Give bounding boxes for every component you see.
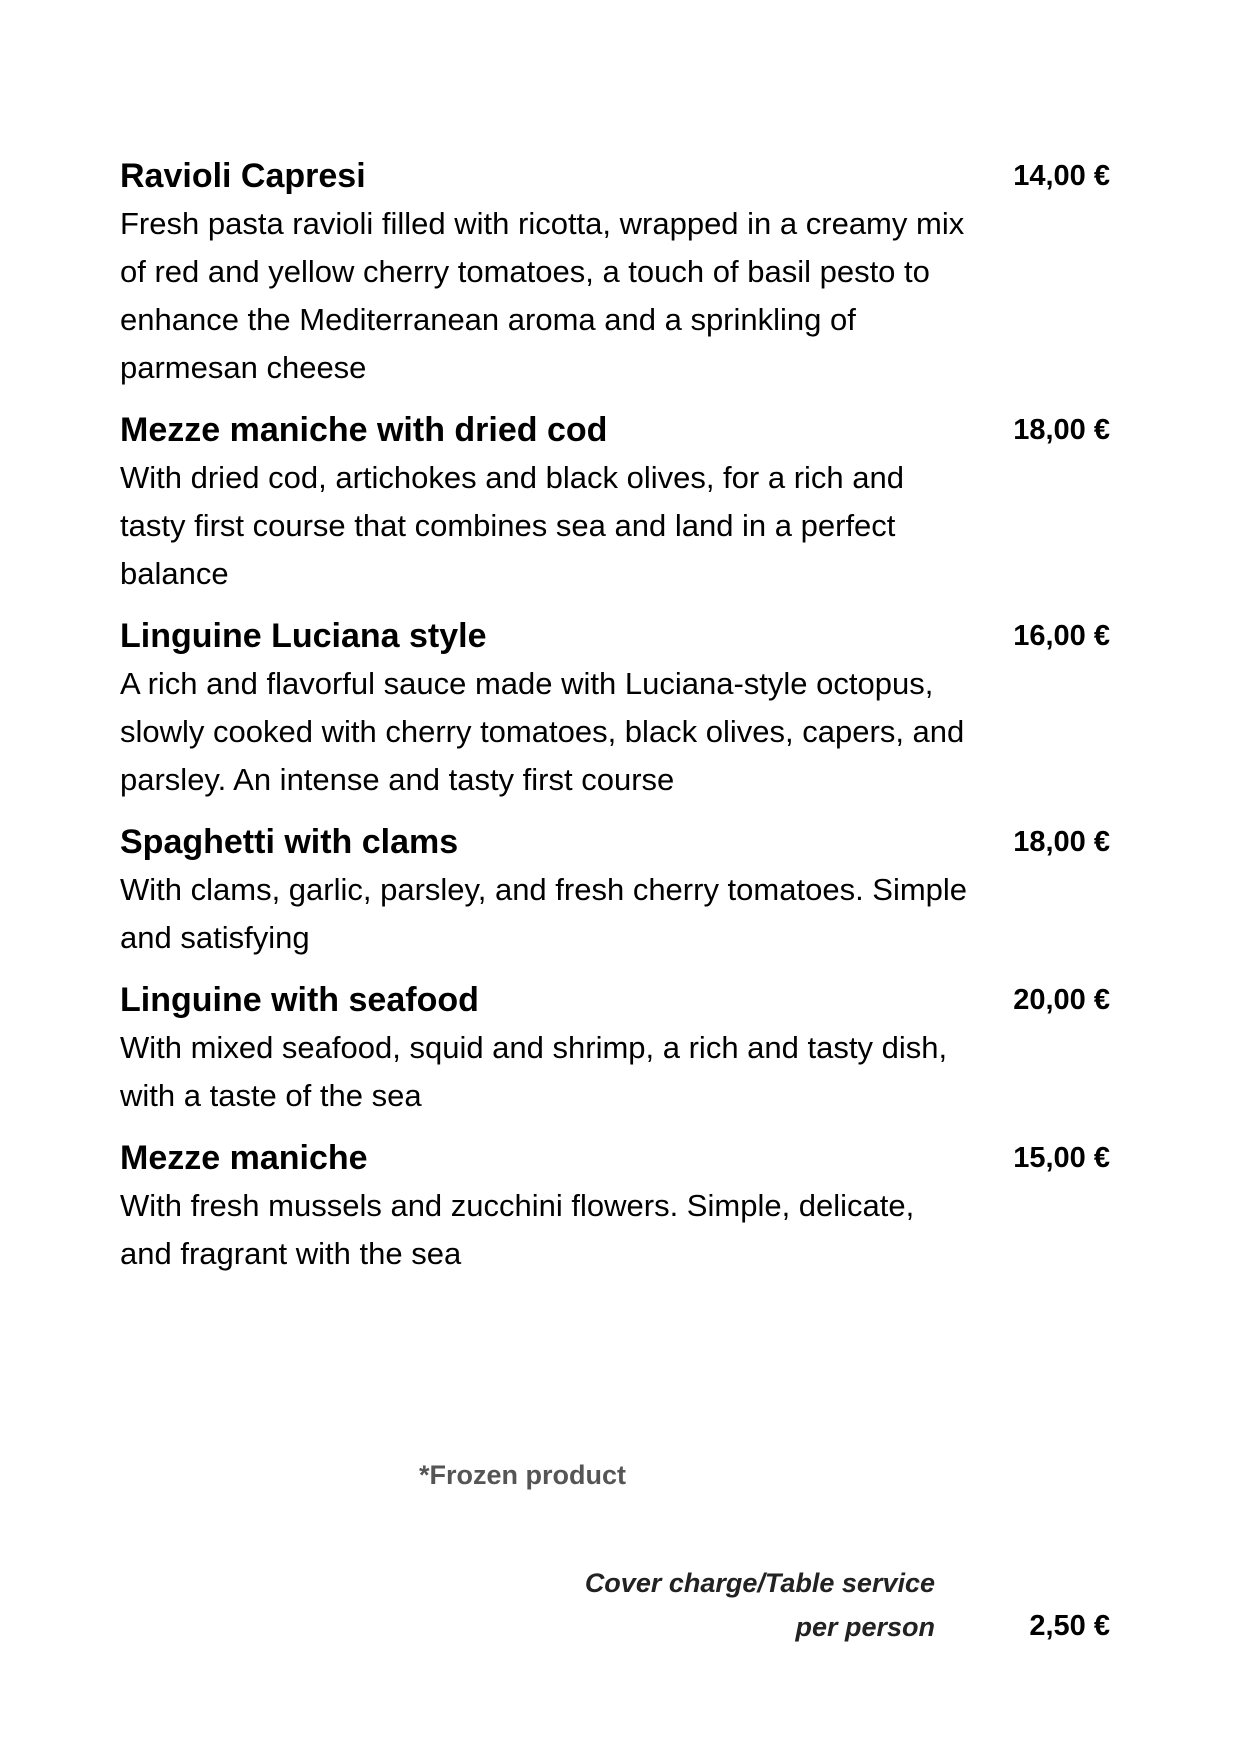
cover-charge-label: [585, 1561, 935, 1649]
item-description: With fresh mussels and zucchini flowers. Simple, delicate, and fragrant with the sea: [120, 1188, 915, 1271]
item-price: 14,00 €: [1013, 160, 1110, 192]
item-price: 16,00 €: [1013, 620, 1110, 652]
menu-item: [120, 612, 1110, 818]
menu-item: [120, 406, 1110, 612]
menu-list: [120, 152, 1110, 1292]
cover-charge-per-person: per person: [795, 1612, 935, 1642]
item-description: A rich and flavorful sauce made with Luciana-style octopus, slowly cooked with cherry tomatoes, black olives, capers, and parsley. An intense and tasty first course: [120, 666, 965, 797]
cover-charge-line: Cover charge/Table service: [584, 1568, 935, 1598]
menu-item: [120, 1134, 1110, 1292]
frozen-product-note: *Frozen product: [419, 1460, 626, 1490]
menu-item: [120, 152, 1110, 406]
item-name: Mezze maniche: [120, 1139, 368, 1177]
item-price: 18,00 €: [1013, 414, 1110, 446]
item-description: Fresh pasta ravioli filled with ricotta, wrapped in a creamy mix of red and yellow cherry tomatoes, a touch of basil pesto to enhance the Mediterranean aroma and a sprinkling of parmesan cheese: [120, 206, 965, 385]
item-description: With dried cod, artichokes and black olives, for a rich and tasty first course that combines sea and land in a perfect balance: [120, 460, 904, 591]
item-price: 20,00 €: [1013, 984, 1110, 1016]
menu-item: [120, 818, 1110, 976]
item-name: Linguine Luciana style: [120, 617, 487, 655]
item-price: 18,00 €: [1013, 826, 1110, 858]
item-description: With clams, garlic, parsley, and fresh cherry tomatoes. Simple and satisfying: [120, 872, 968, 955]
menu-item: [120, 976, 1110, 1134]
item-name: Ravioli Capresi: [120, 157, 366, 195]
item-name: Linguine with seafood: [120, 981, 479, 1019]
item-name: Mezze maniche with dried cod: [120, 411, 608, 449]
item-description: With mixed seafood, squid and shrimp, a rich and tasty dish, with a taste of the sea: [120, 1030, 948, 1113]
item-price: 15,00 €: [1013, 1142, 1110, 1174]
item-name: Spaghetti with clams: [120, 823, 459, 861]
cover-charge-price: 2,50 €: [1029, 1610, 1110, 1642]
